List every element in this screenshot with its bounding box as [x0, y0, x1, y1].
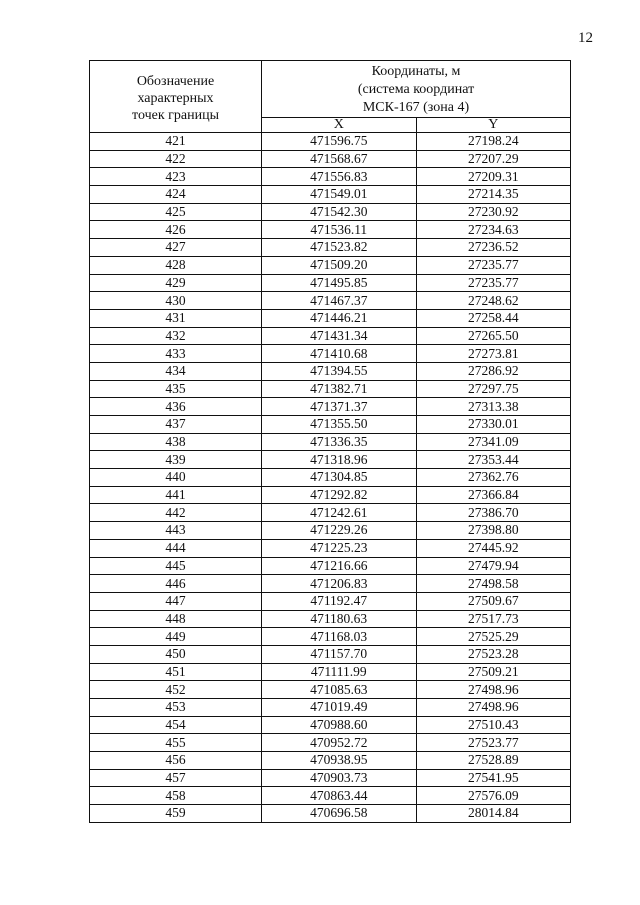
x-cell: 470696.58 [262, 805, 417, 823]
x-cell: 471019.49 [262, 699, 417, 717]
y-cell: 27510.43 [416, 716, 571, 734]
y-cell: 27523.77 [416, 734, 571, 752]
x-cell: 470938.95 [262, 752, 417, 770]
table-row [90, 522, 571, 540]
table-row [90, 752, 571, 770]
table-row [90, 592, 571, 610]
y-cell: 27297.75 [416, 380, 571, 398]
y-cell: 27498.96 [416, 699, 571, 717]
point-cell: 429 [90, 274, 262, 292]
x-cell: 471292.82 [262, 486, 417, 504]
table-row [90, 309, 571, 327]
point-label-line: Обозначение [136, 74, 215, 89]
table-row [90, 221, 571, 239]
y-cell: 27234.63 [416, 221, 571, 239]
table-row [90, 504, 571, 522]
table-row [90, 345, 571, 363]
table-row [90, 133, 571, 151]
x-cell: 471355.50 [262, 416, 417, 434]
x-cell: 471180.63 [262, 610, 417, 628]
table-row [90, 256, 571, 274]
y-cell: 27236.52 [416, 239, 571, 257]
table-body [90, 133, 571, 823]
point-cell: 447 [90, 592, 262, 610]
x-cell: 471318.96 [262, 451, 417, 469]
point-cell: 431 [90, 309, 262, 327]
x-cell: 471394.55 [262, 362, 417, 380]
coordinates-table [89, 60, 571, 823]
point-cell: 453 [90, 699, 262, 717]
table-row [90, 380, 571, 398]
y-cell: 27509.21 [416, 663, 571, 681]
point-cell: 456 [90, 752, 262, 770]
point-cell: 441 [90, 486, 262, 504]
y-cell: 27445.92 [416, 539, 571, 557]
y-cell: 27235.77 [416, 274, 571, 292]
table-row [90, 239, 571, 257]
header-row-group [90, 61, 571, 118]
x-cell: 471467.37 [262, 292, 417, 310]
point-cell: 457 [90, 769, 262, 787]
x-column-header: X [262, 118, 417, 133]
table-row [90, 203, 571, 221]
x-cell: 471111.99 [262, 663, 417, 681]
point-cell: 455 [90, 734, 262, 752]
y-cell: 27235.77 [416, 256, 571, 274]
y-cell: 27386.70 [416, 504, 571, 522]
page-number: 12 [578, 30, 593, 46]
table-row [90, 699, 571, 717]
table-row [90, 539, 571, 557]
table-row [90, 168, 571, 186]
table-row [90, 451, 571, 469]
point-cell: 436 [90, 398, 262, 416]
y-cell: 27330.01 [416, 416, 571, 434]
y-cell: 27528.89 [416, 752, 571, 770]
y-cell: 27273.81 [416, 345, 571, 363]
table-row [90, 398, 571, 416]
y-cell: 27313.38 [416, 398, 571, 416]
point-cell: 448 [90, 610, 262, 628]
table-row [90, 292, 571, 310]
x-cell: 471536.11 [262, 221, 417, 239]
x-cell: 471549.01 [262, 186, 417, 204]
table-row [90, 433, 571, 451]
coords-group-line: Координаты, м [371, 64, 461, 79]
x-cell: 471157.70 [262, 645, 417, 663]
table-row [90, 787, 571, 805]
y-cell: 27366.84 [416, 486, 571, 504]
y-cell: 27341.09 [416, 433, 571, 451]
x-cell: 471446.21 [262, 309, 417, 327]
point-cell: 439 [90, 451, 262, 469]
point-cell: 432 [90, 327, 262, 345]
table-row [90, 186, 571, 204]
x-cell: 471542.30 [262, 203, 417, 221]
point-cell: 445 [90, 557, 262, 575]
y-cell: 27286.92 [416, 362, 571, 380]
x-cell: 471336.35 [262, 433, 417, 451]
point-cell: 428 [90, 256, 262, 274]
x-cell: 471596.75 [262, 133, 417, 151]
y-cell: 27523.28 [416, 645, 571, 663]
y-cell: 27498.96 [416, 681, 571, 699]
point-cell: 451 [90, 663, 262, 681]
x-cell: 471431.34 [262, 327, 417, 345]
x-cell: 470952.72 [262, 734, 417, 752]
table-row [90, 716, 571, 734]
point-cell: 425 [90, 203, 262, 221]
y-column-header: Y [416, 118, 571, 133]
table-row [90, 663, 571, 681]
y-cell: 27248.62 [416, 292, 571, 310]
point-cell: 449 [90, 628, 262, 646]
point-label-line: точек границы [132, 108, 219, 123]
point-cell: 443 [90, 522, 262, 540]
point-cell: 426 [90, 221, 262, 239]
point-cell: 423 [90, 168, 262, 186]
point-label-line: характерных [137, 91, 214, 106]
point-cell: 421 [90, 133, 262, 151]
table-row [90, 610, 571, 628]
x-cell: 471242.61 [262, 504, 417, 522]
point-cell: 444 [90, 539, 262, 557]
y-cell: 27541.95 [416, 769, 571, 787]
x-cell: 471216.66 [262, 557, 417, 575]
y-cell: 27209.31 [416, 168, 571, 186]
point-cell: 452 [90, 681, 262, 699]
coords-group-header [262, 61, 571, 118]
table-row [90, 769, 571, 787]
x-cell: 471556.83 [262, 168, 417, 186]
point-cell: 433 [90, 345, 262, 363]
x-cell: 471382.71 [262, 380, 417, 398]
x-cell: 471304.85 [262, 469, 417, 487]
x-cell: 471509.20 [262, 256, 417, 274]
x-cell: 471206.83 [262, 575, 417, 593]
x-cell: 471225.23 [262, 539, 417, 557]
coords-group-line: МСК-167 (зона 4) [362, 100, 470, 115]
y-cell: 27576.09 [416, 787, 571, 805]
x-cell: 471229.26 [262, 522, 417, 540]
point-cell: 422 [90, 150, 262, 168]
x-cell: 470903.73 [262, 769, 417, 787]
point-cell: 440 [90, 469, 262, 487]
x-cell: 471495.85 [262, 274, 417, 292]
point-cell: 442 [90, 504, 262, 522]
x-cell: 471568.67 [262, 150, 417, 168]
table-row [90, 645, 571, 663]
y-cell: 27479.94 [416, 557, 571, 575]
point-cell: 454 [90, 716, 262, 734]
table-row [90, 150, 571, 168]
y-cell: 27362.76 [416, 469, 571, 487]
y-cell: 27517.73 [416, 610, 571, 628]
point-cell: 434 [90, 362, 262, 380]
y-cell: 27207.29 [416, 150, 571, 168]
y-cell: 27230.92 [416, 203, 571, 221]
table-row [90, 628, 571, 646]
y-cell: 27265.50 [416, 327, 571, 345]
point-cell: 435 [90, 380, 262, 398]
y-cell: 27398.80 [416, 522, 571, 540]
y-cell: 27509.67 [416, 592, 571, 610]
table-row [90, 469, 571, 487]
table-row [90, 274, 571, 292]
table-row [90, 416, 571, 434]
x-cell: 471085.63 [262, 681, 417, 699]
y-cell: 27353.44 [416, 451, 571, 469]
table-row [90, 805, 571, 823]
table-row [90, 486, 571, 504]
table-row [90, 681, 571, 699]
point-cell: 424 [90, 186, 262, 204]
x-cell: 470988.60 [262, 716, 417, 734]
x-cell: 471410.68 [262, 345, 417, 363]
point-cell: 430 [90, 292, 262, 310]
point-cell: 437 [90, 416, 262, 434]
table-header [90, 61, 571, 133]
y-cell: 28014.84 [416, 805, 571, 823]
x-cell: 471371.37 [262, 398, 417, 416]
x-cell: 471192.47 [262, 592, 417, 610]
point-cell: 458 [90, 787, 262, 805]
table-row [90, 575, 571, 593]
point-cell: 450 [90, 645, 262, 663]
table-row [90, 734, 571, 752]
y-cell: 27258.44 [416, 309, 571, 327]
x-cell: 470863.44 [262, 787, 417, 805]
point-label-header [90, 61, 262, 133]
table-row [90, 327, 571, 345]
point-cell: 427 [90, 239, 262, 257]
point-cell: 459 [90, 805, 262, 823]
coords-group-line: (система координат [357, 82, 475, 97]
x-cell: 471523.82 [262, 239, 417, 257]
x-cell: 471168.03 [262, 628, 417, 646]
y-cell: 27498.58 [416, 575, 571, 593]
point-cell: 438 [90, 433, 262, 451]
table-row [90, 362, 571, 380]
table-row [90, 557, 571, 575]
y-cell: 27525.29 [416, 628, 571, 646]
point-cell: 446 [90, 575, 262, 593]
y-cell: 27198.24 [416, 133, 571, 151]
y-cell: 27214.35 [416, 186, 571, 204]
